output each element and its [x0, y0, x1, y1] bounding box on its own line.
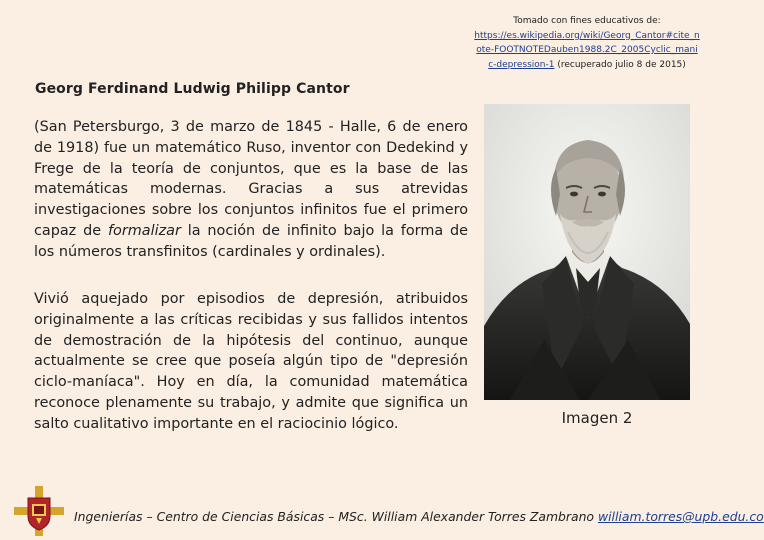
biography-text-a: (San Petersburgo, 3 de marzo de 1845 - Halle, 6 de enero de 1918) fue un matemático Ruso, inventor con Dedekind y Frege de la teoría de conjuntos, que es la base de las matemáticas modernas. Gracias a sus atrevidas investigaciones sobre los conjuntos infinitos fue el primero capaz de	[34, 119, 468, 239]
source-suffix: (recuperado julio 8 de 2015)	[557, 59, 686, 70]
university-crest-icon	[14, 486, 64, 536]
source-prefix: Tomado con fines educativos de:	[513, 16, 661, 26]
footer-text: Ingenierías – Centro de Ciencias Básicas – MSc. William Alexander Torres Zambrano	[74, 509, 598, 524]
biography-paragraph	[34, 117, 468, 263]
portrait-photo	[484, 104, 690, 400]
portrait-illustration	[484, 104, 690, 400]
image-caption: Imagen 2	[561, 409, 633, 427]
source-link[interactable]: https://es.wikipedia.org/wiki/Georg_Cantor#cite_note-FOOTNOTEDauben1988.2C_2005Cyclic_manic-depression-1	[474, 30, 700, 70]
page-title: Georg Ferdinand Ludwig Philipp Cantor	[35, 81, 350, 97]
footer	[74, 509, 764, 524]
emphasized-word: formalizar	[107, 222, 181, 239]
depression-paragraph: Vivió aquejado por episodios de depresión, atribuidos originalmente a las críticas recibidas y sus fallidos intentos de demostración de la hipótesis del continuo, aunque actualmente se cree que poseía algún tipo de "depresión ciclo-maníaca". Hoy en día, la comunidad matemática reconoce plenamente su trabajo, y admite que significa un salto cualitativo importante en el raciocinio lógico.	[34, 291, 468, 432]
biography-text-b: la noción de infinito bajo la forma de los números transfinitos (cardinales y ordinales).	[34, 222, 469, 260]
author-email-link[interactable]: william.torres@upb.edu.co	[597, 509, 764, 524]
source-note	[474, 14, 700, 72]
